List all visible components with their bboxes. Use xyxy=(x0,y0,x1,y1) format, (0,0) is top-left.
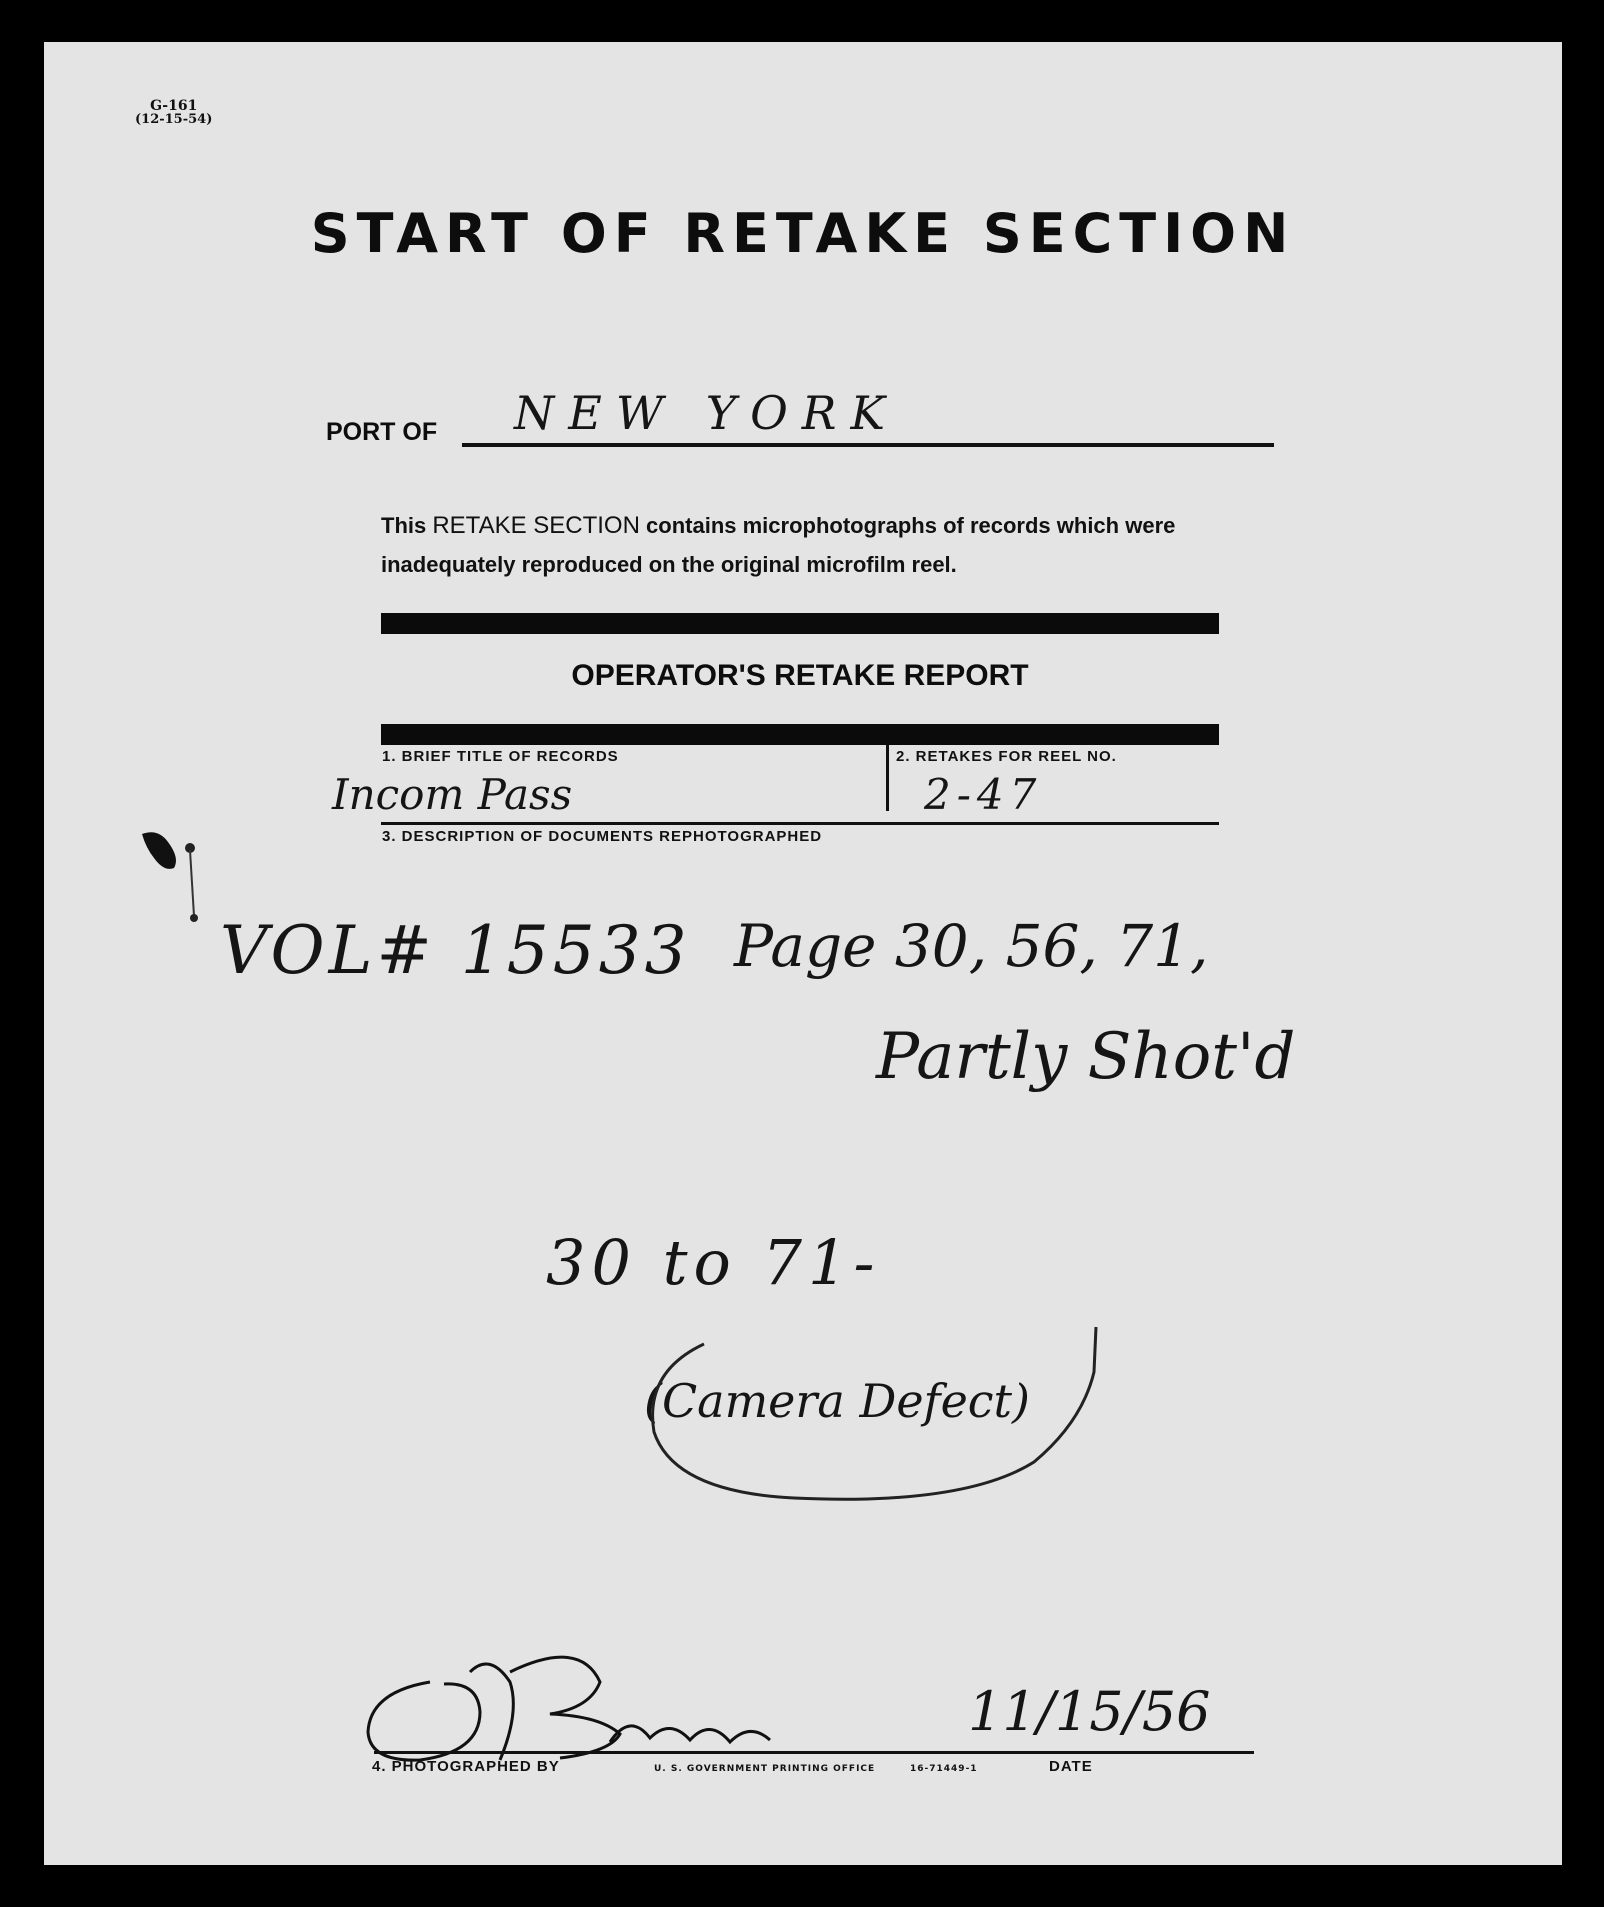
form-page xyxy=(44,42,1562,1865)
intro-rest-1: contains microphotographs of records which were xyxy=(639,513,1176,538)
signature-line xyxy=(374,1751,1254,1754)
intro-line-2: inadequately reproduced on the original microfilm reel. xyxy=(381,552,957,577)
date-label: DATE xyxy=(1049,1758,1093,1775)
ink-blot xyxy=(128,818,208,928)
description-line-1a: VOL# 15533 xyxy=(220,912,691,989)
field-3-label: 3. DESCRIPTION OF DOCUMENTS REPHOTOGRAPHED xyxy=(382,828,823,845)
printing-office-label: U. S. GOVERNMENT PRINTING OFFICE xyxy=(654,1764,876,1774)
date-value: 11/15/56 xyxy=(968,1680,1211,1743)
field-row-underline xyxy=(381,822,1219,825)
divider-bar-top xyxy=(381,613,1219,634)
field-2-label: 2. RETAKES FOR REEL NO. xyxy=(896,748,1117,765)
description-line-2: Partly Shot'd xyxy=(876,1020,1296,1094)
field-2-value: 2-47 xyxy=(924,770,1043,819)
print-code: 16-71449-1 xyxy=(910,1764,978,1774)
page-title: START OF RETAKE SECTION xyxy=(310,202,1296,265)
field-1-value: Incom Pass xyxy=(332,770,573,819)
port-value: NEW YORK xyxy=(514,386,899,440)
form-edition: (12-15-54) xyxy=(135,112,213,127)
description-line-1b: Page 30, 56, 71, xyxy=(734,912,1209,980)
photographed-by-label: 4. PHOTOGRAPHED BY xyxy=(372,1758,560,1775)
description-line-3: 30 to 71- xyxy=(546,1226,881,1299)
form-number-block xyxy=(135,100,212,126)
field-1-label: 1. BRIEF TITLE OF RECORDS xyxy=(382,748,619,765)
intro-emph: RETAKE SECTION xyxy=(432,512,640,539)
port-label: PORT OF xyxy=(326,418,438,446)
report-title: OPERATOR'S RETAKE REPORT xyxy=(571,659,1029,692)
port-underline xyxy=(462,443,1274,447)
description-line-4: (Camera Defect) xyxy=(644,1374,1030,1428)
intro-prefix: This xyxy=(381,513,433,538)
divider-bar-bottom xyxy=(381,724,1219,745)
field-divider xyxy=(886,745,889,811)
intro-text xyxy=(381,506,1261,584)
camera-defect-oval xyxy=(634,1322,1114,1512)
intro-line-1 xyxy=(381,506,1261,545)
form-number: G-161 xyxy=(150,98,198,114)
